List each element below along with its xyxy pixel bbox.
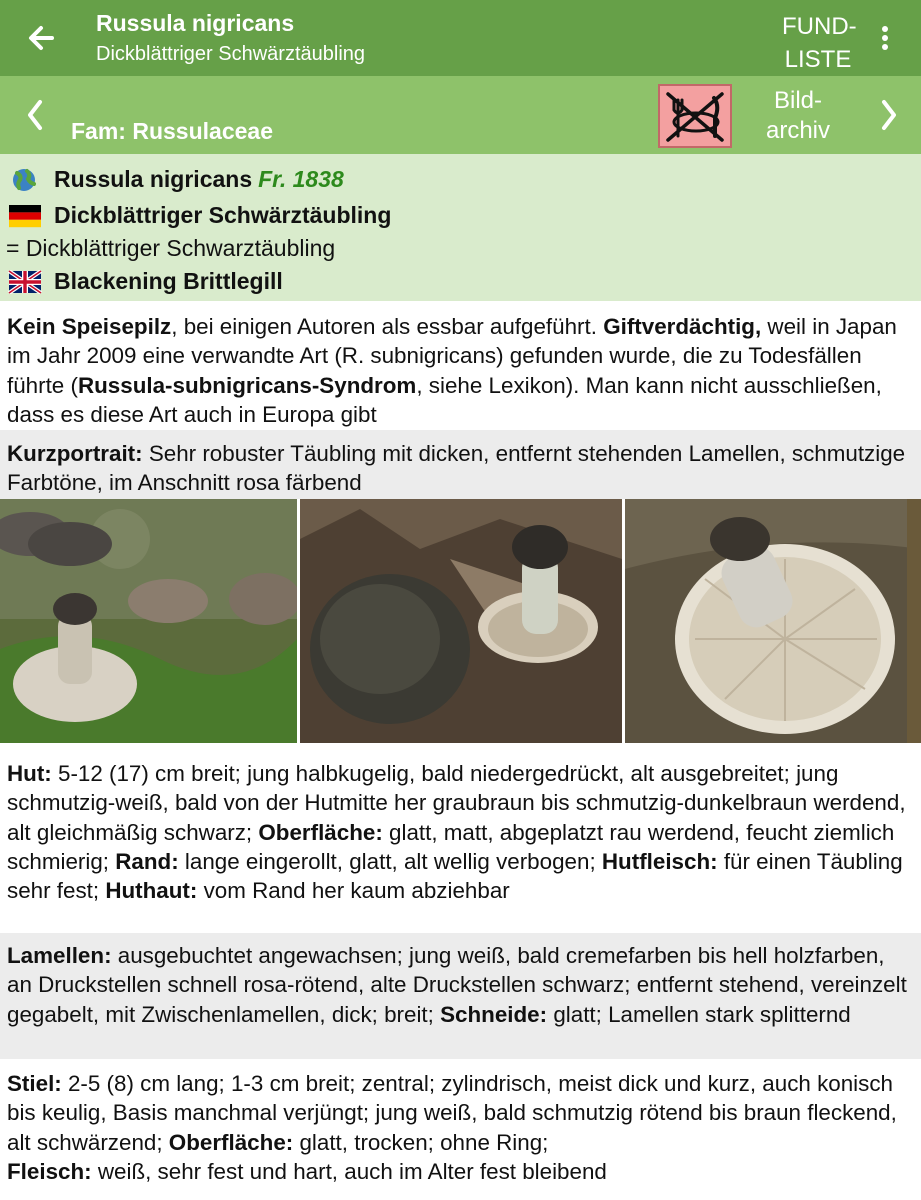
fleisch-label: Fleisch: xyxy=(7,1158,92,1184)
toxicity-label: Giftverdächtig, xyxy=(603,314,762,339)
stiel-text xyxy=(0,1062,921,1200)
hut-flesh-label: Hutfleisch: xyxy=(601,848,718,874)
fundliste-label-line2: LISTE xyxy=(784,46,852,73)
hut-body-3: lange eingerollt, glatt, alt wellig verbogen; xyxy=(178,848,602,874)
hut-margin-label: Rand: xyxy=(115,848,179,874)
hut-body-1: 5-12 (17) cm breit; jung halbkugelig, bald niedergedrückt, alt ausgebreitet; jung schmutzig-weiß, bald von der Hutmitte her graubraun bis schmutzig-dunkelbraun werdend, alt gleichmäßig schwarz; xyxy=(7,761,906,845)
uk-flag-icon xyxy=(8,270,44,294)
edibility-label: Kein Speisepilz xyxy=(7,314,172,339)
edibility-text-2: weil in Japan im Jahr 2009 eine verwandte Art (R. subnigricans) gefunden wurde, die zu Todesfällen führte ( xyxy=(7,314,897,398)
lamellen-body-1: ausgebuchtet angewachsen; jung weiß, bald cremefarben bis hell holzfarben, an Druckstellen schnell rosa-rötend, alte Druckstellen schwarz; entfernt stehend, vereinzelt gegabelt, mit Zwischenlamellen, dick; breit; xyxy=(7,943,907,1027)
kurzportrait-body: Sehr robuster Täubling mit dicken, entfernt stehenden Lamellen, schmutzige Farbtöne, im Anschnitt rosa färbend xyxy=(7,441,906,496)
german-name: Dickblättriger Schwärztäubling xyxy=(54,202,392,228)
bildarchiv-label-line2: archiv xyxy=(765,117,831,144)
names-panel xyxy=(0,154,921,301)
stiel-body-1: 2-5 (8) cm lang; 1-3 cm breit; zentral; zylindrisch, meist dick und kurz, auch konisch bis keulig, Basis manchmal verjüngt; jung weiß, bald schmutzig rötend bis braun fleckend, alt schwärzend; xyxy=(7,1071,897,1155)
hut-label: Hut: xyxy=(7,761,52,786)
bildarchiv-label-line1: Bild- xyxy=(773,87,822,114)
photo-gallery xyxy=(0,499,921,743)
navigation-bar xyxy=(0,76,921,154)
lamellen-text xyxy=(0,933,921,1059)
mushroom-photo-3[interactable] xyxy=(625,499,921,743)
english-name-row xyxy=(8,268,283,295)
hut-skin-label: Huthaut: xyxy=(105,878,198,904)
bildarchiv-button[interactable] xyxy=(752,86,844,146)
mushroom-photo-2[interactable] xyxy=(300,499,622,743)
stiel-label: Stiel: xyxy=(7,1071,62,1096)
fundliste-button[interactable] xyxy=(782,10,857,76)
edibility-text xyxy=(0,306,921,430)
hut-body-4: für einen Täubling sehr fest; xyxy=(7,848,903,904)
app-bar xyxy=(0,0,921,76)
german-flag-icon xyxy=(8,204,44,228)
stiel-body-2: glatt, trocken; ohne Ring; xyxy=(293,1129,549,1155)
author-year: Fr. 1838 xyxy=(258,166,344,192)
mushroom-photo-1[interactable] xyxy=(0,499,297,743)
edibility-text-3: , siehe Lexikon). Man kann nicht ausschließen, dass es diese Art auch in Europa gibt xyxy=(7,372,882,427)
hut-surface-label: Oberfläche: xyxy=(258,819,383,845)
arrow-back-icon[interactable] xyxy=(22,18,62,58)
syndrome-link[interactable]: Russula-subnigricans-Syndrom xyxy=(77,372,417,398)
fundliste-label-line1: FUND- xyxy=(782,13,857,40)
globe-icon xyxy=(8,168,44,192)
not-edible-icon xyxy=(658,84,732,148)
family-label: Fam: Russulaceae xyxy=(71,118,273,144)
hut-body-5: vom Rand her kaum abziehbar xyxy=(197,878,510,904)
latin-name-row xyxy=(8,166,344,193)
stiel-body-3: weiß, sehr fest und hart, auch im Alter fest bleibend xyxy=(91,1158,607,1184)
kurzportrait-text xyxy=(0,430,921,499)
kurzportrait-label: Kurzportrait: xyxy=(7,441,143,466)
german-name-row xyxy=(8,202,391,229)
schneide-label: Schneide: xyxy=(440,1001,548,1027)
edibility-text-1: , bei einigen Autoren als essbar aufgeführt. xyxy=(171,314,604,339)
english-name: Blackening Brittlegill xyxy=(54,268,283,294)
lamellen-label: Lamellen: xyxy=(7,943,112,968)
hut-body-2: glatt, matt, abgeplatzt rau werdend, feucht ziemlich schmierig; xyxy=(7,819,895,874)
more-vert-icon[interactable] xyxy=(873,22,897,54)
stiel-surface-label: Oberfläche: xyxy=(168,1129,294,1155)
chevron-left-icon[interactable] xyxy=(22,96,48,134)
synonym-name: = Dickblättriger Schwarztäubling xyxy=(6,235,336,261)
lamellen-body-2: glatt; Lamellen stark splitternd xyxy=(547,1001,851,1027)
species-title: Russula nigricans xyxy=(96,10,295,36)
chevron-right-icon[interactable] xyxy=(876,96,902,134)
hut-text xyxy=(0,753,921,933)
latin-name: Russula nigricans xyxy=(54,166,253,192)
species-subtitle: Dickblättriger Schwärztäubling xyxy=(96,43,366,65)
